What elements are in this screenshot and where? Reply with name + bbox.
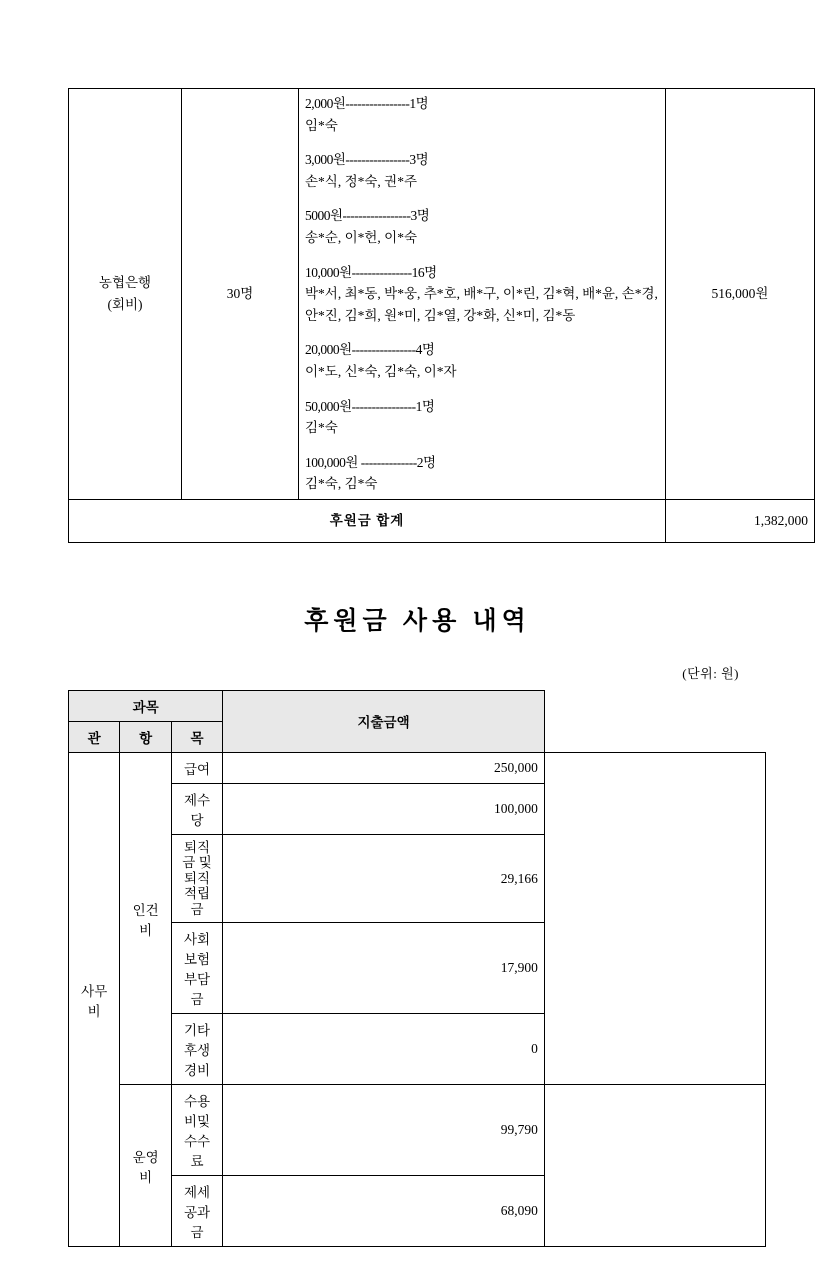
header-gwan: 관 (69, 721, 120, 752)
donation-group-names: 김*숙, 김*숙 (305, 476, 378, 492)
mok-line-1: 퇴직금 및 (182, 839, 212, 871)
table-row (69, 89, 815, 500)
table-total-row (69, 499, 815, 542)
tail-cell (544, 1085, 765, 1247)
donation-group-head: 100,000원 --------------2명 (305, 454, 436, 470)
donation-group-names: 손*식, 정*숙, 권*주 (305, 173, 417, 189)
donation-group-head: 2,000원----------------1명 (305, 96, 429, 111)
spacer-cell (544, 690, 765, 721)
total-amount: 1,382,000 (666, 499, 815, 542)
amount-cell: 17,900 (223, 923, 545, 1014)
header-mok: 목 (171, 721, 222, 752)
amount-cell: 99,790 (223, 1085, 545, 1176)
header-category-group: 과목 (69, 690, 223, 721)
usage-table (68, 690, 766, 1248)
amount-cell: 0 (223, 1014, 545, 1085)
donation-group-names: 이*도, 신*숙, 김*숙, 이*자 (305, 363, 457, 379)
amount-cell: 29,166 (223, 834, 545, 923)
document-page (0, 88, 835, 1268)
donor-count-cell: 30명 (182, 89, 299, 500)
donation-group-names: 송*순, 이*헌, 이*숙 (305, 229, 417, 245)
header-amount: 지출금액 (223, 690, 545, 752)
page-title: 후원금 사용 내역 (304, 607, 531, 635)
unit-note: (단위: 원) (682, 665, 739, 681)
table-row (69, 752, 766, 783)
donation-group-names: 박*서, 최*동, 박*웅, 추*호, 배*구, 이*린, 김*혁, 배*윤, 손*경, 안*진, 김*희, 원*미, 김*열, 강*화, 신*미, 김*동 (305, 286, 658, 323)
spacer-cell (544, 721, 765, 752)
donation-breakdown-cell (299, 89, 666, 500)
mok-cell: 사회보험부담금 (171, 923, 222, 1014)
gwan-cell: 사무비 (69, 752, 120, 1247)
mok-cell (171, 834, 222, 923)
donation-group-names: 임*숙 (305, 117, 338, 133)
donation-detail-table (68, 88, 815, 543)
table-header-row (69, 690, 766, 721)
mok-cell: 제수당 (171, 783, 222, 834)
bank-subtitle: (회비) (107, 296, 143, 312)
donation-group-head: 20,000원----------------4명 (305, 342, 435, 358)
mok-cell: 기타후생경비 (171, 1014, 222, 1085)
total-label: 후원금 합계 (69, 499, 666, 542)
donation-group-head: 3,000원----------------3명 (305, 152, 429, 168)
mok-line-2: 퇴직적립금 (183, 870, 211, 917)
donation-group (305, 452, 659, 495)
donation-group-head: 5000원-----------------3명 (305, 208, 430, 224)
amount-cell: 100,000 (223, 783, 545, 834)
hang-cell: 인건비 (120, 752, 171, 1085)
header-hang: 항 (120, 721, 171, 752)
bank-name: 농협은행 (98, 275, 152, 291)
hang-cell: 운영비 (120, 1085, 171, 1247)
mok-cell: 급여 (171, 752, 222, 783)
donation-group (305, 339, 659, 382)
amount-cell: 250,000 (223, 752, 545, 783)
donation-group-head: 10,000원---------------16명 (305, 264, 437, 280)
donation-amount-cell: 516,000원 (666, 89, 815, 500)
mok-cell: 제세공과금 (171, 1176, 222, 1247)
tail-cell (544, 752, 765, 1085)
mok-cell: 수용비및수수료 (171, 1085, 222, 1176)
donation-group (305, 93, 659, 136)
donation-group-head: 50,000원----------------1명 (305, 398, 435, 414)
bank-cell (69, 89, 182, 500)
donation-group (305, 205, 659, 248)
donation-group-names: 김*숙 (305, 420, 338, 436)
amount-cell: 68,090 (223, 1176, 545, 1247)
donation-group (305, 149, 659, 192)
table-row (69, 1085, 766, 1176)
donation-group (305, 396, 659, 439)
donation-group (305, 262, 659, 327)
